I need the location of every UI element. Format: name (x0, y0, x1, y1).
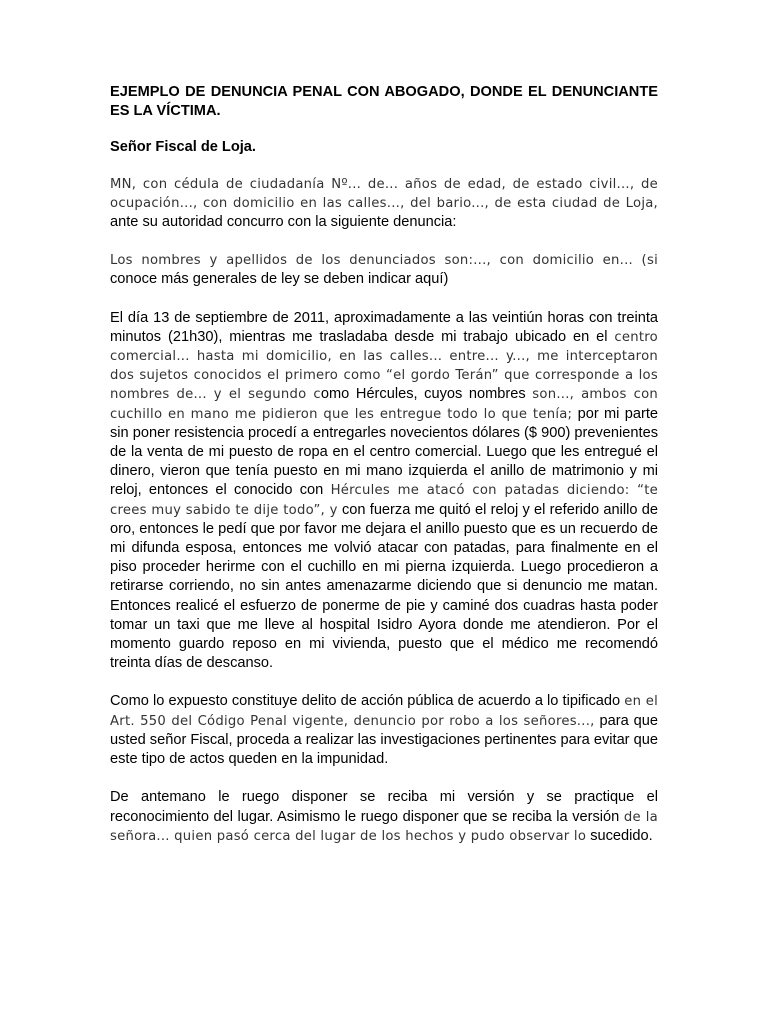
paragraph-facts-part-7: con fuerza me quitó el reloj y el referido anillo de oro, entonces le pedí que por favor me dejara el anillo puesto que es un recuerdo de mi difunda esposa, entonces me volvió atacar con patadas, para finalmente en el piso proceder herirme con el cuchillo en mi pierna izquierda. Luego procedieron a retirarse corriendo, no sin antes amenazarme diciendo que si denuncio me matan. Entonces realicé el esfuerzo de ponerme de pie y caminé dos cuadras hasta poder tomar un taxi que me lleve al hospital Isidro Ayora donde me atendieron. Por el momento guardo reposo en mi vivienda, puesto que el médico me recomendó treinta días de descanso. (110, 501, 658, 672)
addressee-line: Señor Fiscal de Loja. (110, 139, 256, 156)
paragraph-facts-part-1: El día 13 de septiembre de 2011, aproximadamente a las veintiún horas con treinta minutos (21h30), mientras me trasladaba desde mi trabajo ubicado en el (110, 309, 658, 345)
paragraph-accused-names-part-2: conoce más generales de ley se deben indicar aquí) (110, 271, 449, 288)
paragraph-requests-part-3: sucedido. (586, 827, 653, 844)
paragraph-complainant-identity (110, 175, 658, 233)
paragraph-requests-part-2: de la señora... quien pasó cerca del lugar de los hechos y pudo observar lo (110, 809, 659, 844)
paragraph-complainant-identity-part-1: MN, con cédula de ciudadanía Nº... de... años de edad, de estado civil..., de ocupación..., con domicilio en las calles..., del bario..., de esta ciudad de Loja, (110, 176, 658, 211)
paragraph-requests (110, 788, 658, 846)
paragraph-accused-names-part-1: Los nombres y apellidos de los denunciados son:..., con domicilio en... (si (110, 253, 658, 269)
document-page (110, 83, 658, 865)
paragraph-facts (110, 309, 658, 674)
document-title: EJEMPLO DE DENUNCIA PENAL CON ABOGADO, DONDE EL DENUNCIANTE ES LA VÍCTIMA. (110, 84, 658, 120)
paragraph-legal-basis (110, 692, 658, 769)
paragraph-facts-part-2: centro comercial... hasta mi domicilio, en las calles... entre... y..., me interceptaron dos sujetos conocidos el primero como “el gordo Terán” que corresponde a los nombres de... y el segundo c (110, 329, 658, 403)
paragraph-facts-part-5: por mi parte sin poner resistencia procedí a entregarles novecientos dólares ($ 900) prevenientes de la venta de mi puesto de ropa en el centro comercial. Luego que les entregué el dinero, vieron que tenía puesto en mi mano izquierda el anillo de matrimonio y mi reloj, entonces el conocido con (110, 405, 659, 499)
paragraph-legal-basis-part-2: en el Art. 550 del Código Penal vigente, denuncio por robo a los señores..., (110, 694, 658, 729)
paragraph-legal-basis-part-1: Como lo expuesto constituye delito de acción pública de acuerdo a lo tipificado (110, 693, 625, 710)
paragraph-requests-part-1: De antemano le ruego disponer se reciba mi versión y se practique el reconocimiento del lugar. Asimismo le ruego disponer que se reciba la versión (110, 789, 658, 825)
paragraph-complainant-identity-part-2: ante su autoridad concurro con la siguiente denuncia: (110, 214, 457, 231)
paragraph-facts-part-6: Hércules me atacó con patadas diciendo: “te crees muy sabido te dije todo”, y (110, 483, 658, 518)
paragraph-accused-names (110, 251, 658, 289)
paragraph-facts-part-3: omo Hércules, cuyos nombres (320, 386, 533, 403)
paragraph-facts-part-4: son..., ambos con cuchillo en mano me pidieron que les entregue todo lo que tenía; (110, 387, 659, 422)
paragraph-legal-basis-part-3: para que usted señor Fiscal, proceda a realizar las investigaciones pertinentes para evitar que este tipo de actos queden en la impunidad. (110, 712, 658, 768)
